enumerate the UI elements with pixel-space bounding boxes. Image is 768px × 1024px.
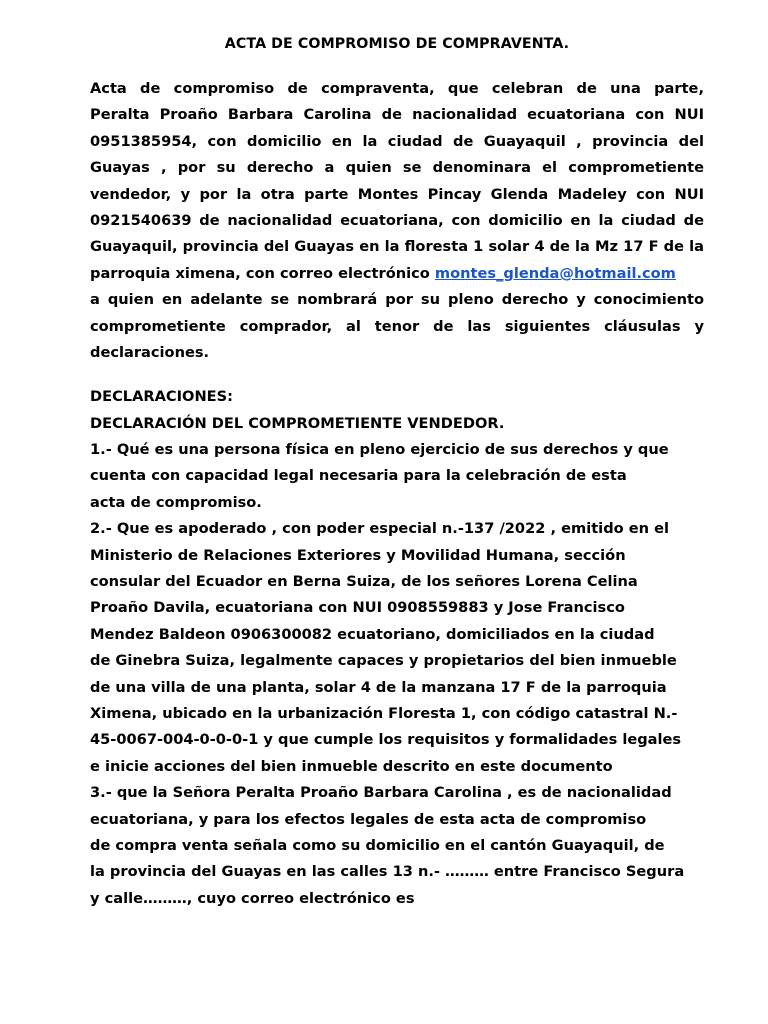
intro-line: Guayaquil, provincia del Guayas en la floresta 1 solar 4 de la Mz 17 F de la xyxy=(90,238,704,256)
clause-line: de Ginebra Suiza, legalmente capaces y propietarios del bien inmueble xyxy=(90,652,677,670)
declarations-section xyxy=(90,384,704,912)
intro-paragraph xyxy=(90,76,704,366)
clause-line: 3.- que la Señora Peralta Proaño Barbara Carolina , es de nacionalidad xyxy=(90,784,672,802)
intro-line: declaraciones. xyxy=(90,343,210,361)
clause-line: 1.- Qué es una persona física en pleno ejercicio de sus derechos y que xyxy=(90,441,669,459)
email-link[interactable]: montes_glenda@hotmail.com xyxy=(434,264,676,282)
clause-line: la provincia del Guayas en las calles 13 n.- ……… entre Francisco Segura xyxy=(90,863,685,881)
intro-line: Peralta Proaño Barbara Carolina de nacionalidad ecuatoriana con NUI xyxy=(90,106,704,124)
clause-2 xyxy=(90,516,704,780)
clause-line: consular del Ecuador en Berna Suiza, de los señores Lorena Celina xyxy=(90,573,638,591)
clause-line: e inicie acciones del bien inmueble descrito en este documento xyxy=(90,757,613,775)
clause-line: 45-0067-004-0-0-0-1 y que cumple los requisitos y formalidades legales xyxy=(90,731,682,749)
clause-line: Mendez Baldeon 0906300082 ecuatoriano, domiciliados en la ciudad xyxy=(90,625,655,643)
intro-line: Guayas , por su derecho a quien se denominara el comprometiente xyxy=(90,159,704,177)
clause-line: de compra venta señala como su domicilio en el cantón Guayaquil, de xyxy=(90,836,665,854)
clause-line: Proaño Davila, ecuatoriana con NUI 0908559883 y Jose Francisco xyxy=(90,599,625,617)
intro-line: Acta de compromiso de compraventa, que celebran de una parte, xyxy=(90,80,704,97)
intro-email-prefix: parroquia ximena, con correo electrónico xyxy=(90,264,435,282)
intro-line: 0921540639 de nacionalidad ecuatoriana, con domicilio en la ciudad de xyxy=(90,211,704,229)
clause-line: de una villa de una planta, solar 4 de la manzana 17 F de la parroquia xyxy=(90,678,667,696)
intro-line: comprometiente comprador, al tenor de las siguientes cláusulas y xyxy=(90,317,704,335)
intro-line: a quien en adelante se nombrará por su pleno derecho y conocimiento xyxy=(90,291,704,309)
clause-line: cuenta con capacidad legal necesaria para la celebración de esta xyxy=(90,467,627,485)
intro-line: 0951385954, con domicilio en la ciudad de Guayaquil , provincia del xyxy=(90,132,704,150)
vendedor-heading: DECLARACIÓN DEL COMPROMETIENTE VENDEDOR. xyxy=(90,414,505,432)
paragraph-gap xyxy=(90,366,704,384)
intro-email-line xyxy=(90,261,704,287)
clause-line: ecuatoriana, y para los efectos legales de esta acta de compromiso xyxy=(90,810,647,828)
clause-line: y calle………, cuyo correo electrónico es xyxy=(90,889,415,907)
clause-line: Ximena, ubicado en la urbanización Floresta 1, con código catastral N.- xyxy=(90,704,678,722)
clause-line: acta de compromiso. xyxy=(90,493,262,511)
intro-line: vendedor, y por la otra parte Montes Pincay Glenda Madeley con NUI xyxy=(90,185,704,203)
document-title: ACTA DE COMPROMISO DE COMPRAVENTA. xyxy=(224,36,570,52)
declaraciones-heading: DECLARACIONES: xyxy=(90,388,233,406)
clause-line: Ministerio de Relaciones Exteriores y Movilidad Humana, sección xyxy=(90,546,626,564)
clause-3 xyxy=(90,780,704,912)
clause-line: 2.- Que es apoderado , con poder especial n.-137 /2022 , emitido en el xyxy=(90,520,670,538)
clause-1 xyxy=(90,437,704,516)
